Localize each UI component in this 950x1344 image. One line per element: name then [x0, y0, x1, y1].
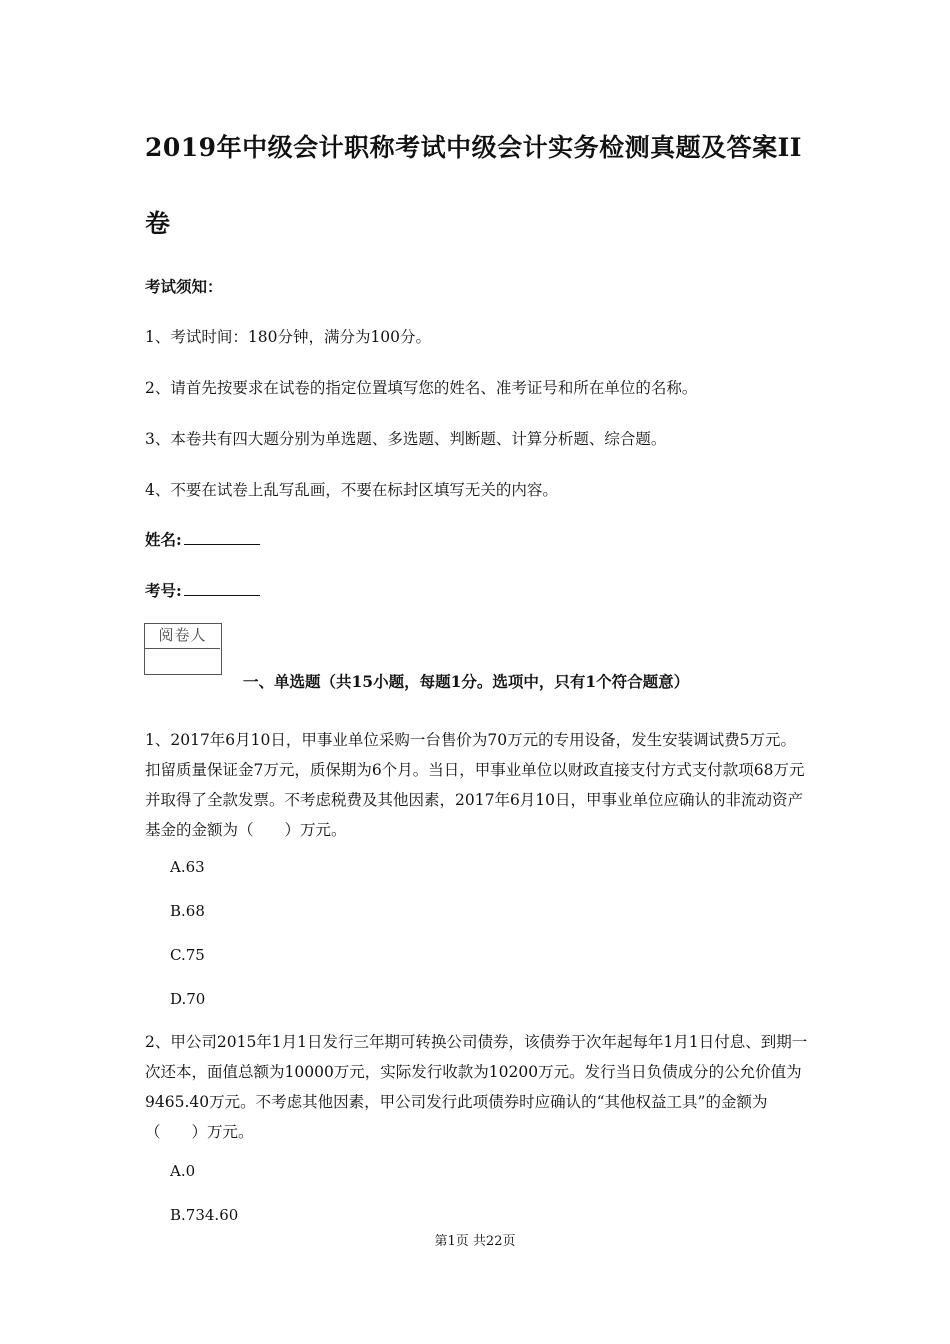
instruction-item-3: 3、本卷共有四大题分别为单选题、多选题、判断题、计算分析题、综合题。 [145, 430, 667, 448]
name-field [145, 528, 260, 550]
question-2-option-a: A.0 [170, 1162, 196, 1180]
question-1-option-a: A.63 [170, 858, 205, 876]
name-label: 姓名: [145, 530, 182, 549]
grader-label: 阅卷人 [145, 624, 220, 649]
name-blank-line [184, 530, 260, 545]
exam-number-field [145, 579, 260, 601]
question-2-option-b: B.734.60 [170, 1206, 239, 1224]
exam-number-label: 考号: [145, 581, 182, 600]
instruction-item-1: 1、考试时间：180分钟，满分为100分。 [145, 328, 432, 346]
question-1-option-d: D.70 [170, 990, 206, 1008]
question-1-text: 1、2017年6月10日，甲事业单位采购一台售价为70万元的专用设备，发生安装调试费5万元。扣留质量保证金7万元，质保期为6个月。当日，甲事业单位以财政直接支付方式支付款项68万元并取得了全款发票。不考虑税费及其他因素，2017年6月10日，甲事业单位应确认的非流动资产基金的金额为（ ）万元。 [145, 731, 805, 839]
exam-number-blank-line [184, 581, 260, 596]
instructions-heading: 考试须知： [145, 277, 223, 296]
document-title: 2019年中级会计职称考试中级会计实务检测真题及答案II [145, 133, 802, 162]
question-1-option-b: B.68 [170, 902, 205, 920]
grader-box [144, 623, 222, 675]
question-1-option-c: C.75 [170, 946, 205, 964]
question-2-text: 2、甲公司2015年1月1日发行三年期可转换公司债券，该债券于次年起每年1月1日付息、到期一次还本，面值总额为10000万元，实际发行收款为10200万元。发行当日负债成分的公允价值为9465.40万元。不考虑其他因素，甲公司发行此项债券时应确认的“其他权益工具”的金额为（ ）万元。 [145, 1033, 808, 1141]
document-title-continued: 卷 [145, 209, 171, 238]
page-footer: 第1页 共22页 [434, 1234, 516, 1249]
instruction-item-4: 4、不要在试卷上乱写乱画，不要在标封区填写无关的内容。 [145, 481, 558, 499]
instruction-item-2: 2、请首先按要求在试卷的指定位置填写您的姓名、准考证号和所在单位的名称。 [145, 379, 698, 397]
section-heading: 一、单选题（共15小题，每题1分。选项中，只有1个符合题意） [243, 672, 690, 691]
